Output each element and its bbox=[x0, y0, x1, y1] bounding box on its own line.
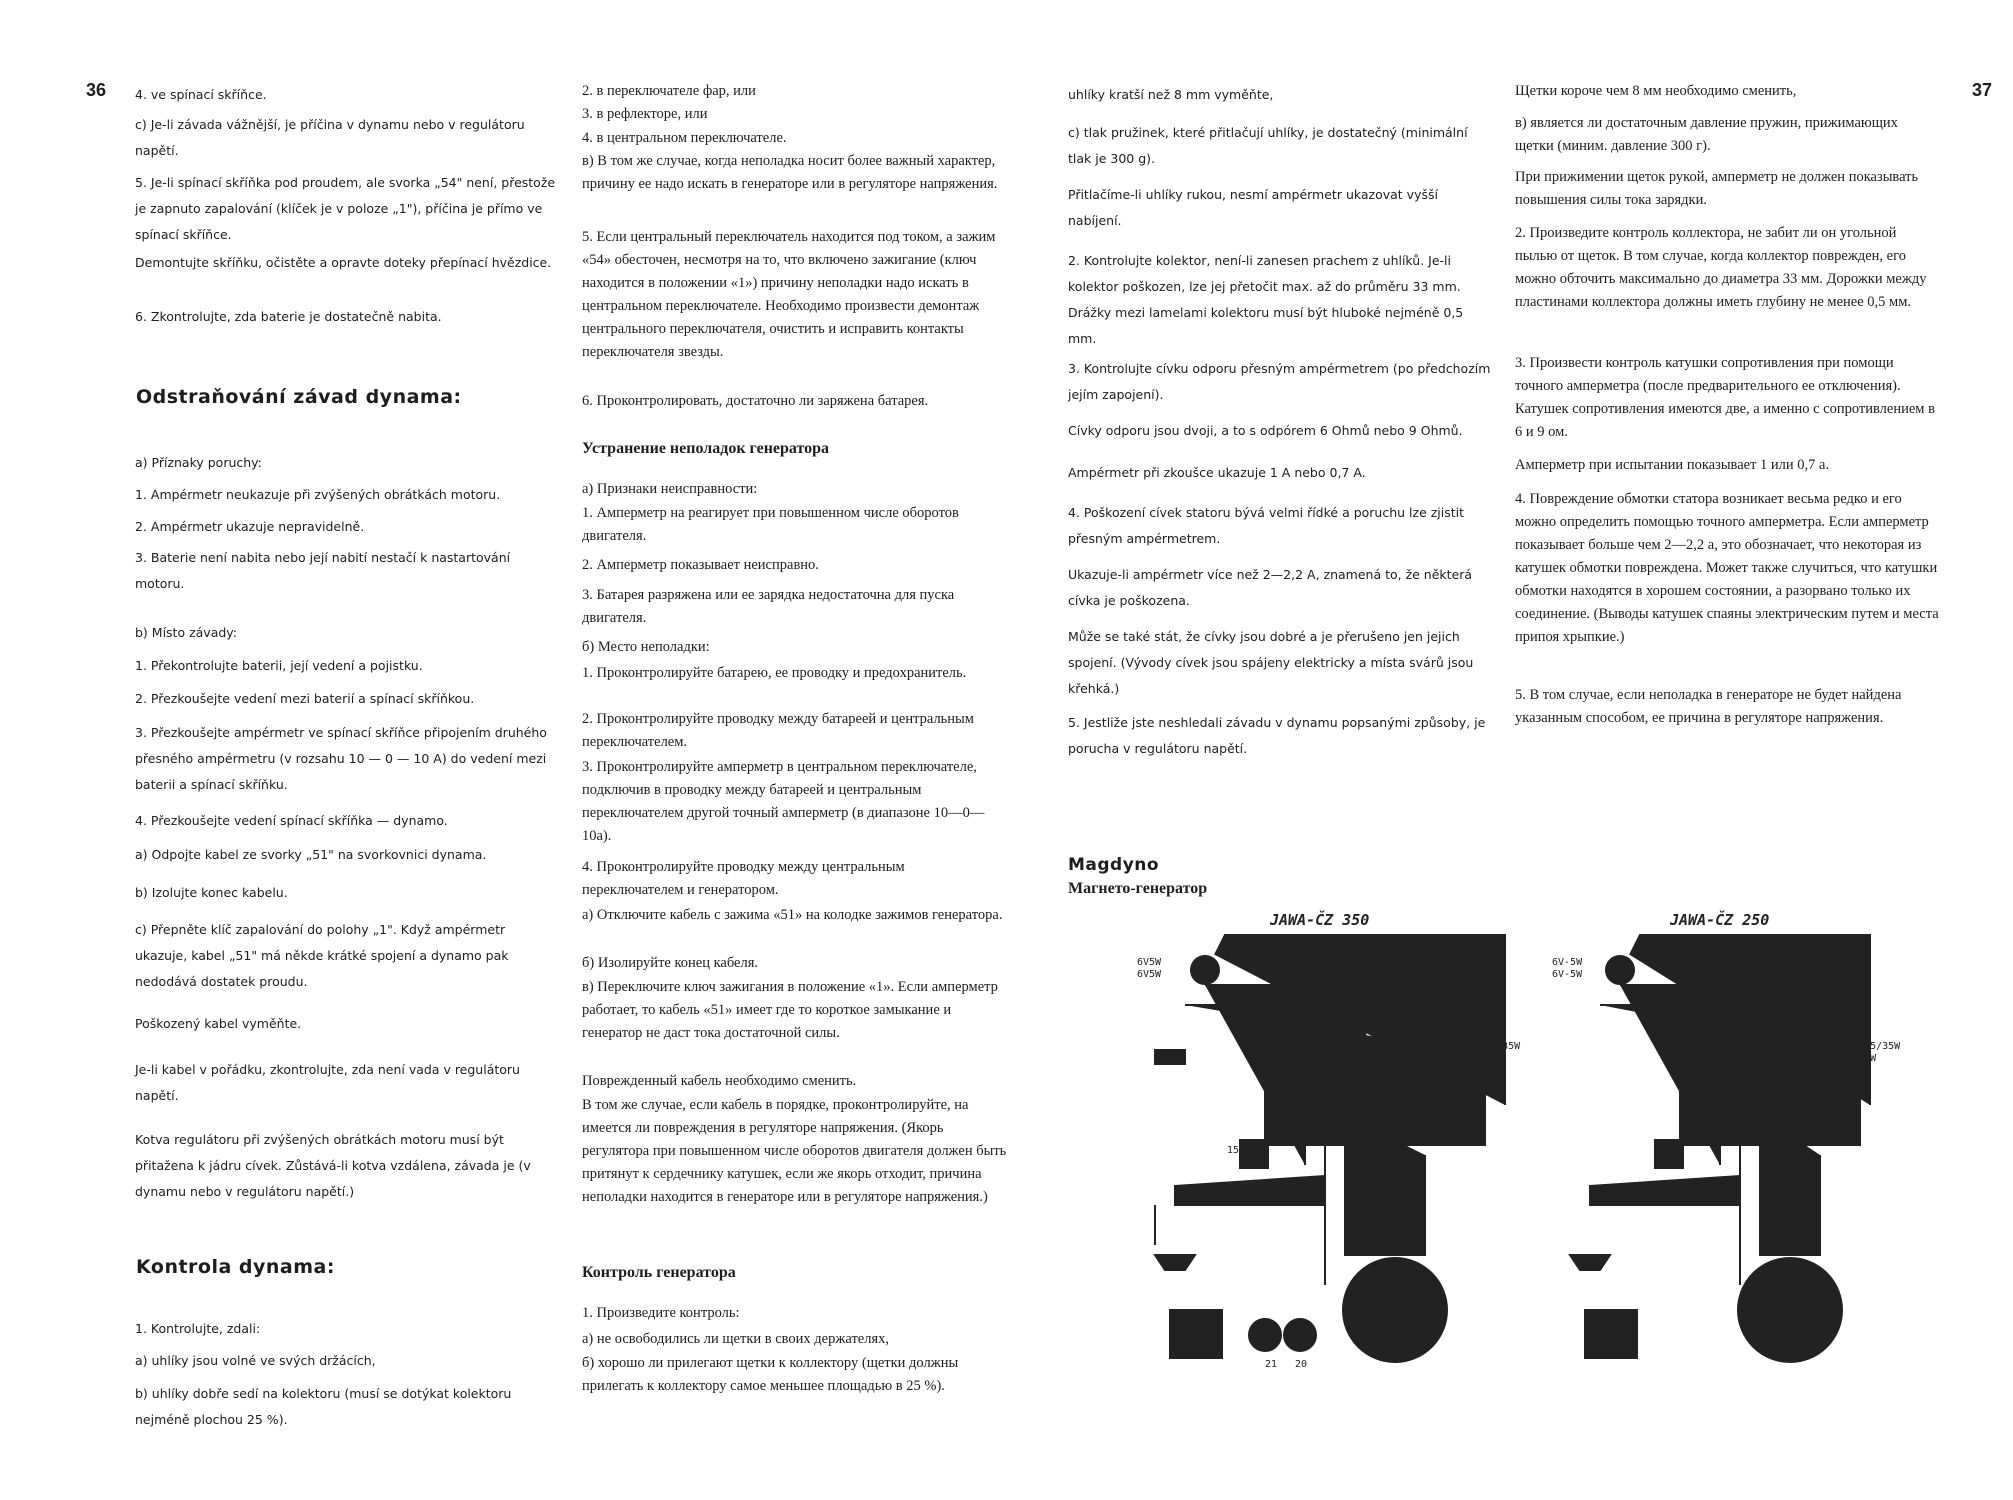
paragraph: 4. ve spínací skříňce. bbox=[135, 87, 267, 102]
paragraph: a) Příznaky poruchy: bbox=[135, 455, 262, 470]
paragraph: б) Место неполадки: bbox=[582, 639, 710, 655]
battery-label-r: 6V-14Ah bbox=[1595, 1343, 1633, 1353]
paragraph: 5. В том случае, если неполадка в генераторе не будет найдена указанным способом, ее причина в регуляторе напряжения. bbox=[1515, 687, 1902, 726]
heading-dynamo-check: Kontrola dynama: bbox=[136, 1256, 335, 1278]
heading-generator-check: Контроль генератора bbox=[582, 1264, 736, 1281]
paragraph: 6. Zkontrolujte, zda baterie je dostatečně nabita. bbox=[135, 309, 442, 324]
paragraph: Přitlačíme-li uhlíky rukou, nesmí ampérmetr ukazovat vyšší nabíjení. bbox=[1068, 187, 1438, 228]
paragraph: 3. Přezkoušejte ampérmetr ve spínací skříňce připojením druhého přesného ampérmetru (v rozsahu 10 — 0 — 10 A) do vedení mezi baterii a spínací skříňku. bbox=[135, 725, 547, 792]
headlamp-label-r2: 6V-15W bbox=[1840, 1053, 1877, 1064]
paragraph: 2. Амперметр показывает неисправно. bbox=[582, 557, 819, 573]
switch-label-20: 20 bbox=[1330, 1052, 1343, 1063]
paragraph: а) Отключите кабель с зажима «51» на колодке зажимов генератора. bbox=[582, 907, 1003, 923]
wiring-diagram bbox=[1125, 911, 1915, 1395]
paragraph: 3. в рефлекторе, или bbox=[582, 106, 708, 122]
paragraph: Поврежденный кабель необходимо сменить. bbox=[582, 1073, 857, 1089]
paragraph: 4. в центральном переключателе. bbox=[582, 130, 787, 146]
paragraph: в) является ли достаточным давление пружин, прижимающих щетки (миним. давление 300 г). bbox=[1515, 115, 1898, 154]
bulb-label: 12V-15W bbox=[1315, 940, 1362, 953]
paragraph: 4. Повреждение обмотки статора возникает весьма редко и его можно определить помощью точного амперметра. Если амперметр показывает больше чем 2—2,2 а, это обозначает, что некоторая из катушек обмотки повреждена. Может также случиться, что катушки обмотки находятся в хорошем состоянии, а разорвано только их соединение. (Выводы катушек спаяны электрическим путем и места припоя хрыпкие.) bbox=[1515, 491, 1939, 645]
paragraph: Cívky odporu jsou dvoji, a to s odpórem 6 Ohmů nebo 9 Ohmů. bbox=[1068, 423, 1463, 438]
page-number-right: 37 bbox=[1972, 80, 1993, 100]
lamp-label-2: 6V5W bbox=[1137, 969, 1162, 980]
paragraph: a) Odpojte kabel ze svorky „51" na svorkovnici dynama. bbox=[135, 847, 487, 862]
paragraph: б) хорошо ли прилегают щетки к коллектору (щетки должны прилегать к коллектору самое меньшее площадью в 25 %). bbox=[582, 1355, 959, 1394]
headlamp-label-1: 12V-35/35W bbox=[1460, 1041, 1521, 1052]
paragraph: Kotva regulátoru při zvýšených obrátkách motoru musí být přitažena k jádru cívek. Zůstává-li kotva vzdálena, závada je (v dynamu nebo v regulátoru napětí.) bbox=[135, 1132, 531, 1199]
diagram-right bbox=[1552, 909, 1901, 1362]
page-number-left: 36 bbox=[86, 80, 107, 100]
switch-label-54: 54 bbox=[1340, 1067, 1353, 1078]
regulator-label-15: 15 bbox=[1227, 1145, 1240, 1156]
paragraph: 2. Kontrolujte kolektor, není-li zanesen prachem z uhlíků. Je-li kolektor poškozen, lze jej přetočit max. až do průměru 33 mm. Drážky mezi lamelami kolektoru musí být hluboké nejméně 0,5 mm. bbox=[1068, 253, 1464, 346]
paragraph: Амперметр при испытании показывает 1 или 0,7 а. bbox=[1515, 457, 1830, 473]
paragraph: 2. Произведите контроль коллектора, не забит ли он угольной пылью от щеток. В том случае, когда коллектор поврежден, его можно обточить максимально до диаметра 33 мм. Дорожки между пластинами коллектора должны иметь глубину не менее 0,5 мм. bbox=[1515, 225, 1927, 310]
battery-label: 6V-14Ah bbox=[1180, 1343, 1218, 1353]
paragraph: Demontujte skříňku, očistěte a opravte doteky přepínací hvězdice. bbox=[135, 255, 552, 270]
paragraph: 3. Произвести контроль катушки сопротивления при помощи точного амперметра (после предварительного ее отключения). Катушек сопротивления имеются две, а именно с сопротивлением в 6 и 9 ом. bbox=[1515, 355, 1935, 440]
paragraph: 4. Проконтролируйте проводку между центральным переключателем и генератором. bbox=[582, 859, 905, 898]
paragraph: b) uhlíky dobře sedí na kolektoru (musí se dotýkat kolektoru nejméně plochou 25 %). bbox=[135, 1386, 512, 1427]
paragraph: 5. Je-li spínací skříňka pod proudem, ale svorka „54" není, přestože je zapnuto zapalování (klíček je v poloze „1"), příčina je přímo ve spínací skříňce. bbox=[135, 175, 556, 242]
paragraph: 1. Ampérmetr neukazuje při zvýšených obrátkách motoru. bbox=[135, 487, 501, 502]
terminal-label-21: 21 bbox=[1265, 1359, 1278, 1370]
paragraph: 1. Překontrolujte baterii, její vedení a pojistku. bbox=[135, 658, 423, 673]
paragraph: а) Признаки неисправности: bbox=[582, 481, 758, 497]
paragraph: b) Izolujte konec kabelu. bbox=[135, 885, 288, 900]
paragraph: 1. Проконтролируйте батарею, ее проводку и предохранитель. bbox=[582, 665, 967, 681]
figure-title-czech: Magdyno bbox=[1068, 855, 1160, 875]
paragraph: в) Переключите ключ зажигания в положение «1». Если амперметр работает, то кабель «51» имеет где то короткое замыкание и генератор не даст тока достаточной силы. bbox=[582, 979, 998, 1041]
bulb-label-r: 12V-15W bbox=[1730, 940, 1777, 953]
paragraph: 1. Амперметр на реагирует при повышенном числе оборотов двигателя. bbox=[582, 505, 959, 544]
paragraph: c) Přepněte klíč zapalování do polohy „1". Když ampérmetr ukazuje, kabel „51" má někde krátké spojení a dynamo pak nedodává dostatek proudu. bbox=[135, 922, 509, 989]
paragraph: в) В том же случае, когда неполадка носит более важный характер, причину ее надо искать в генераторе или в регуляторе напряжения. bbox=[582, 153, 998, 192]
paragraph: 2. Проконтролируйте проводку между батареей и центральным переключателем. bbox=[582, 711, 974, 750]
lamp-label-r2: 6V-5W bbox=[1552, 969, 1583, 980]
paragraph: 3. Baterie není nabita nebo její nabití nestačí k nastartování motoru. bbox=[135, 550, 511, 591]
paragraph: c) Je-li závada vážnější, je příčina v dynamu nebo v regulátoru napětí. bbox=[135, 117, 525, 158]
paragraph: Ampérmetr při zkoušce ukazuje 1 A nebo 0,7 A. bbox=[1068, 465, 1366, 480]
diagram-left bbox=[1137, 909, 1521, 1370]
lamp-label-1: 6V5W bbox=[1137, 957, 1162, 968]
paragraph: uhlíky kratší než 8 mm vyměňte, bbox=[1068, 87, 1274, 102]
paragraph: 3. Kontrolujte cívku odporu přesným ampérmetrem (po předchozím jejím zapojení). bbox=[1068, 361, 1491, 402]
paragraph: b) Místo závady: bbox=[135, 625, 237, 640]
paragraph: Poškozený kabel vyměňte. bbox=[135, 1016, 302, 1031]
headlamp-label-2: 6V-15W bbox=[1460, 1053, 1497, 1064]
paragraph: а) не освободились ли щетки в своих держателях, bbox=[582, 1331, 889, 1347]
terminal-label-20: 20 bbox=[1295, 1359, 1308, 1370]
label-jawa-350: JAWA-ČZ 350 bbox=[1270, 911, 1370, 929]
paragraph: В том же случае, если кабель в порядке, проконтролируйте, на имеется ли повреждения в регуляторе напряжения. (Якорь регулятора при повышенном числе оборотов двигателя должен быть притянут к сердечнику катушек, если же якорь отходит, причина неполадки находится в генераторе или в регуляторе напряжения.) bbox=[582, 1097, 1007, 1205]
paragraph: Může se také stát, že cívky jsou dobré a je přerušeno jen jejich spojení. (Vývody cívek jsou spájeny elektricky a místa svárů jsou křehká.) bbox=[1068, 629, 1474, 696]
paragraph: 4. Poškození cívek statoru bývá velmi řídké a poruchu lze zjistit přesným ampérmetrem. bbox=[1068, 505, 1465, 546]
lamp-label-r1: 6V-5W bbox=[1552, 957, 1583, 968]
paragraph: 5. Если центральный переключатель находится под током, а зажим «54» обесточен, несмотря на то, что включено зажигание (ключ находится в положении «1») причину неполадки надо искать в центральном переключателе. Необходимо произвести демонтаж центрального переключателя, очистить и исправить контакты переключателя звезды. bbox=[582, 229, 996, 360]
paragraph: При прижимении щеток рукой, амперметр не должен показывать повышения силы тока зарядки. bbox=[1515, 169, 1919, 208]
paragraph: 3. Проконтролируйте амперметр в центральном переключателе, подключив в проводку между батареей и центральным переключателем другой точный амперметр (в диапазоне 10—0—10а). bbox=[582, 759, 985, 844]
switch-label-51: 51 bbox=[1290, 999, 1303, 1010]
switch-label-n: N bbox=[1310, 1009, 1317, 1020]
figure-title-russian: Магнето-генератор bbox=[1068, 880, 1208, 897]
paragraph: Щетки короче чем 8 мм необходимо сменить, bbox=[1515, 83, 1797, 99]
paragraph: Ukazuje-li ampérmetr více než 2—2,2 A, znamená to, že některá cívka je poškozena. bbox=[1068, 567, 1473, 608]
paragraph: c) tlak pružinek, které přitlačují uhlíky, je dostatečný (minimální tlak je 300 g). bbox=[1068, 125, 1468, 166]
switch-label-z: Z bbox=[1335, 1009, 1342, 1020]
paragraph: 5. Jestliže jste neshledali závadu v dynamu popsanými způsoby, je porucha v regulátoru napětí. bbox=[1068, 715, 1486, 756]
paragraph: 6. Проконтролировать, достаточно ли заряжена батарея. bbox=[582, 393, 929, 409]
paragraph: 4. Přezkoušejte vedení spínací skříňka — dynamo. bbox=[135, 813, 448, 828]
paragraph: Je-li kabel v pořádku, zkontrolujte, zda není vada v regulátoru napětí. bbox=[135, 1062, 520, 1103]
headlamp-label-r1: 12V-35/35W bbox=[1840, 1041, 1901, 1052]
paragraph: 3. Батарея разряжена или ее зарядка недостаточна для пуска двигателя. bbox=[582, 587, 955, 626]
heading-generator-faults: Устранение неполадок генератора bbox=[582, 440, 830, 457]
paragraph: 1. Произведите контроль: bbox=[582, 1305, 740, 1321]
paragraph: 2. Přezkoušejte vedení mezi baterií a spínací skříňkou. bbox=[135, 691, 475, 706]
paragraph: a) uhlíky jsou volné ve svých držácích, bbox=[135, 1353, 376, 1368]
label-jawa-250: JAWA-ČZ 250 bbox=[1670, 911, 1770, 929]
paragraph: б) Изолируйте конец кабеля. bbox=[582, 955, 759, 971]
paragraph: 1. Kontrolujte, zdali: bbox=[135, 1321, 261, 1336]
heading-dynamo-faults: Odstraňování závad dynama: bbox=[136, 386, 462, 408]
paragraph: 2. Ampérmetr ukazuje nepravidelně. bbox=[135, 519, 365, 534]
paragraph: 2. в переключателе фар, или bbox=[582, 83, 756, 99]
